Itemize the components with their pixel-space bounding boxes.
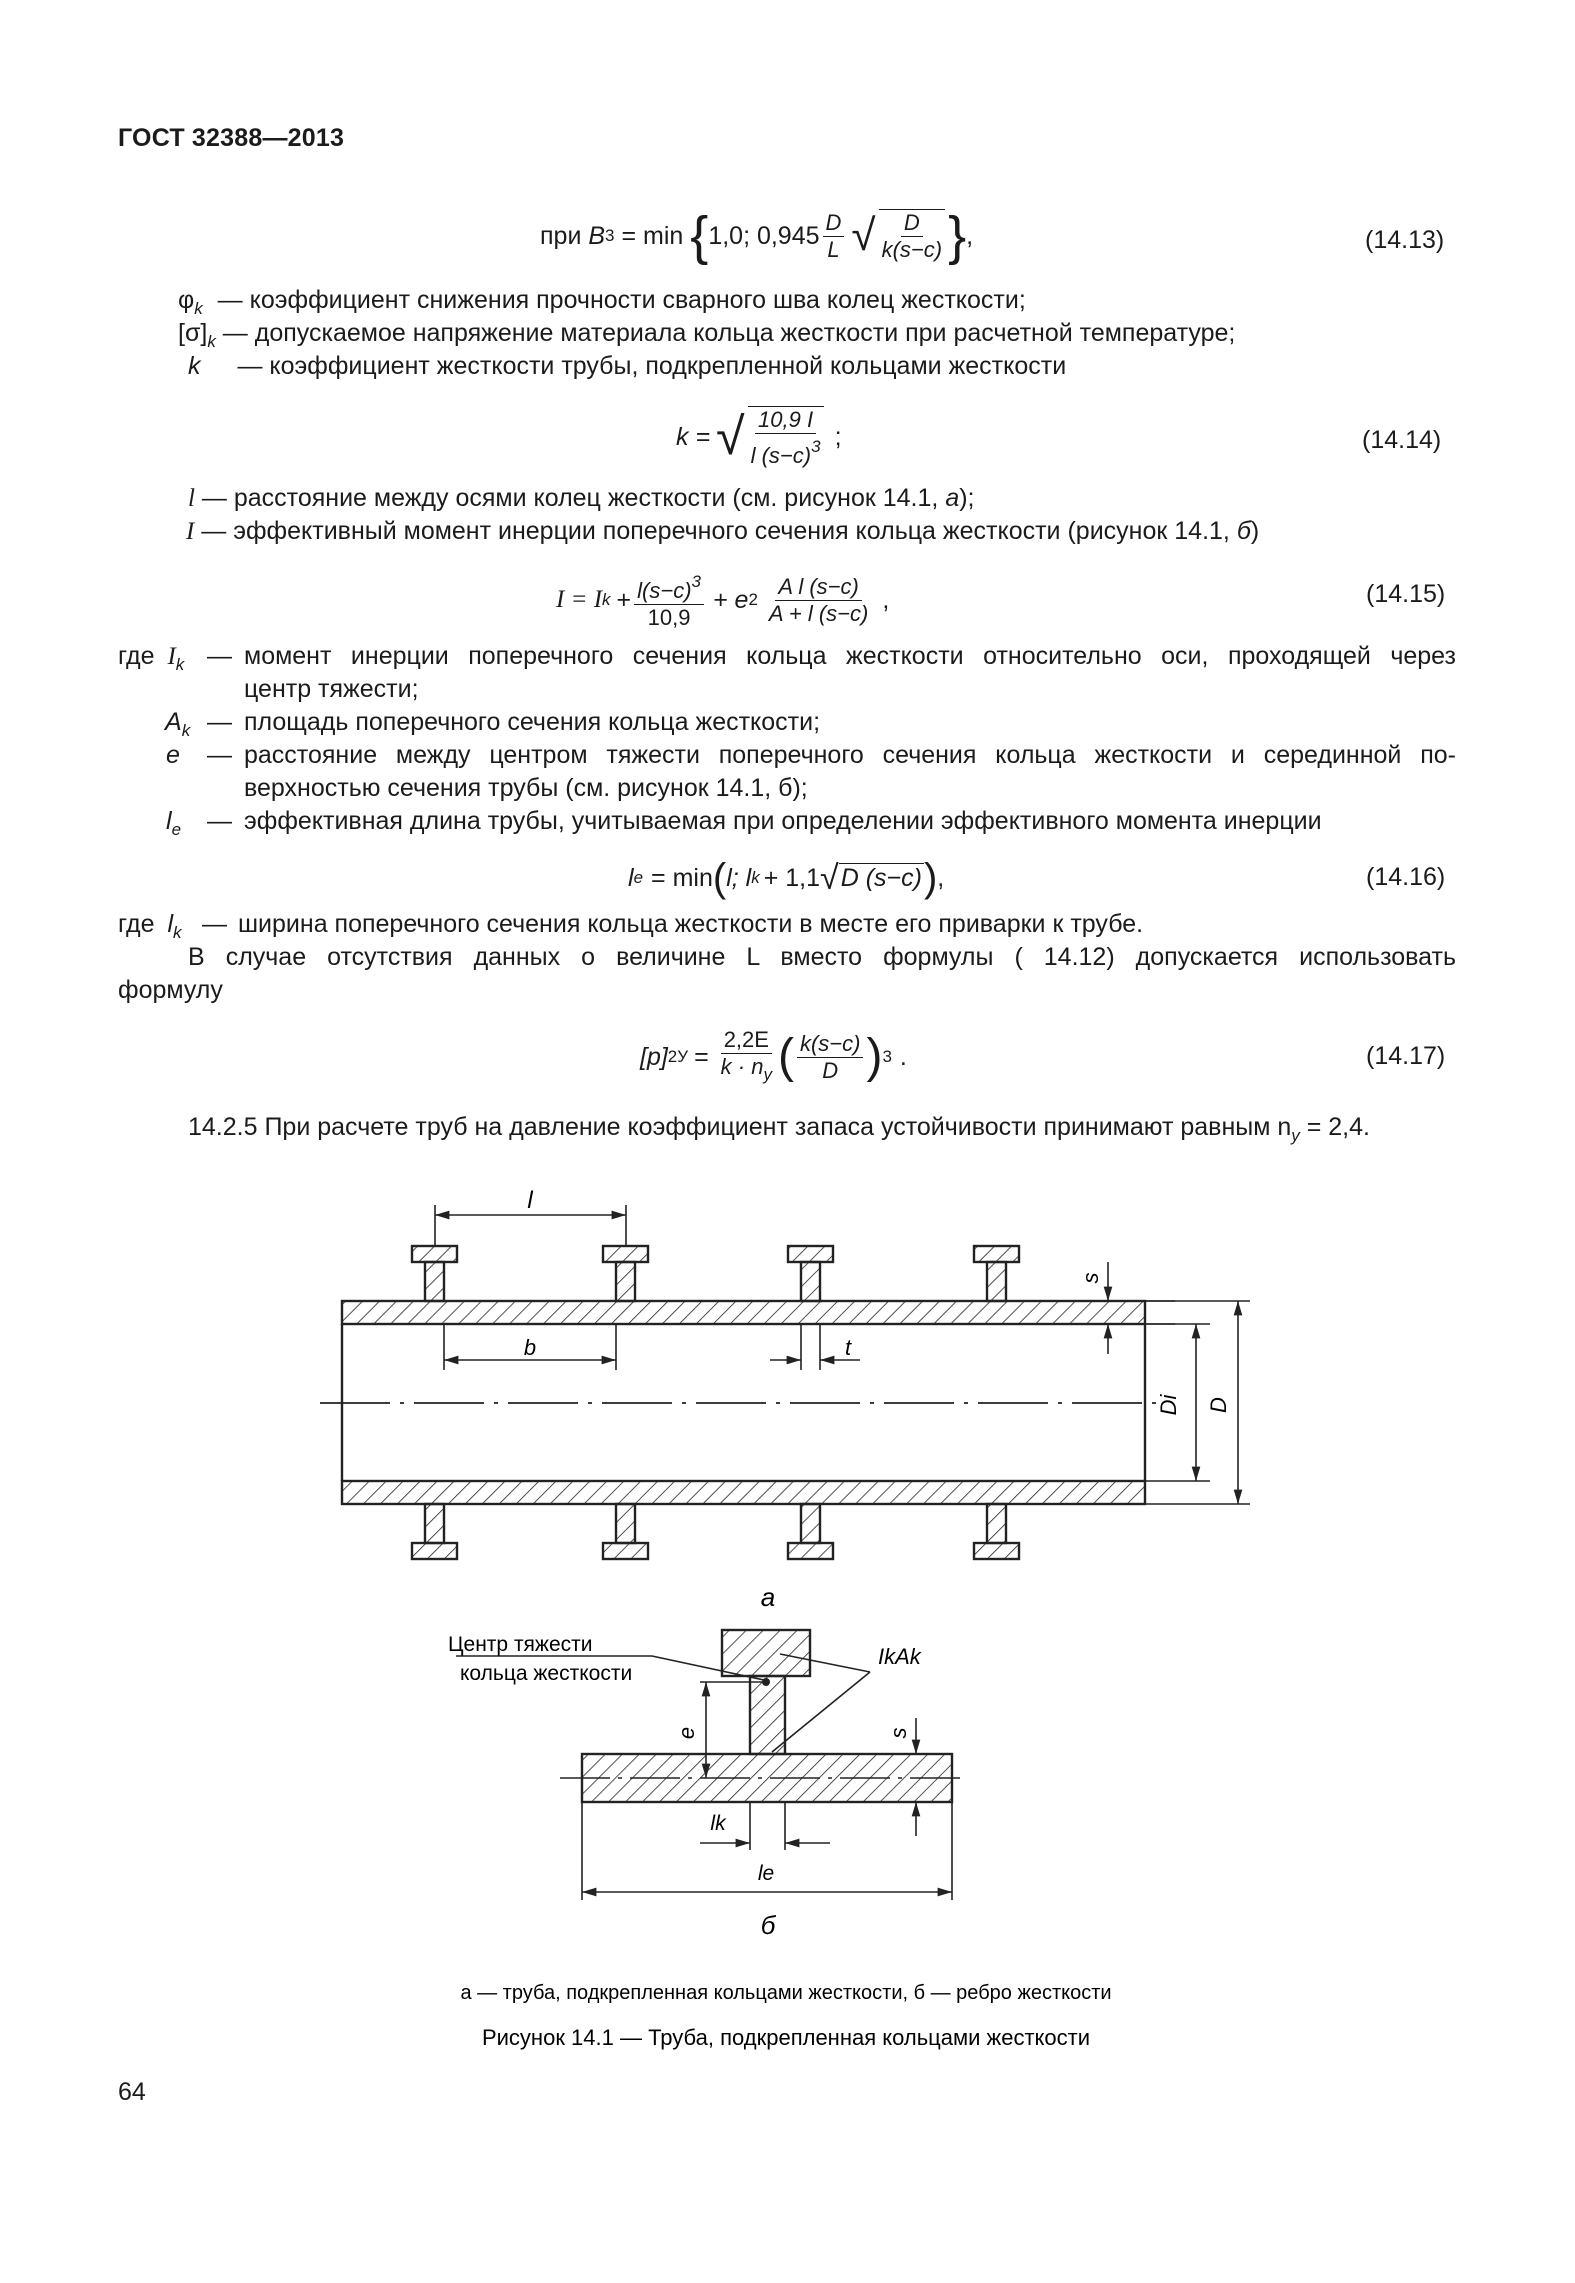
eq15-f2-num: A l (s−c) bbox=[775, 574, 861, 601]
eq16-lhs-sub: e bbox=[633, 868, 644, 887]
def-I-end: ) bbox=[1250, 517, 1260, 545]
stiffening-rings-top bbox=[412, 1246, 1019, 1301]
eq15-number: (14.15) bbox=[1366, 580, 1446, 608]
def-l-end: ); bbox=[959, 484, 975, 512]
def-l-sym: l bbox=[188, 485, 195, 512]
label-b: b bbox=[523, 1335, 537, 1360]
callout-text-line1: Центр тяжести bbox=[448, 1633, 593, 1656]
def-e-line1: расстояние между центром тяжести поперечного сечения кольца жесткости и серединной по- bbox=[244, 741, 1456, 769]
def-Ak-text: площадь поперечного сечения кольца жесткости; bbox=[244, 708, 821, 736]
eq13-sqrt-num: D bbox=[901, 210, 923, 237]
def-le-sub: e bbox=[171, 820, 182, 839]
figure-legend: а — труба, подкрепленная кольцами жесткости, б — ребро жесткости bbox=[460, 1982, 1112, 2004]
right-paren: ) bbox=[923, 856, 938, 900]
eq14-den-exp: 3 bbox=[811, 436, 821, 456]
def-I-text: — эффективный момент инерции поперечного сечения кольца жесткости (рисунок 14.1, bbox=[201, 517, 1237, 545]
paragraph-2-sub: у bbox=[1291, 1126, 1300, 1145]
eq14-lhs: k = bbox=[676, 422, 711, 451]
label-lk: lk bbox=[710, 1812, 726, 1835]
def-Ik-sub: k bbox=[175, 655, 185, 674]
def-le-sym: l bbox=[166, 807, 172, 835]
def-le-text: эффективная длина трубы, учитываемая при определении эффективного момента инерции bbox=[244, 807, 1322, 835]
sqrt-sign: √ bbox=[851, 211, 876, 260]
def-Ak-dash: — bbox=[207, 708, 232, 736]
eq17-f-den-sub: у bbox=[763, 1064, 772, 1084]
def-sigma-text: — допускаемое напряжение материала кольца жесткости при расчетной температуре; bbox=[222, 319, 1236, 347]
eq15-tail: , bbox=[882, 585, 890, 614]
right-brace: } bbox=[948, 206, 967, 266]
paragraph-1-line1: В случае отсутствия данных о величине L вместо формулы ( 14.12) допускается использовать bbox=[188, 943, 1456, 971]
eq16-arg-tail: + 1,1 bbox=[763, 863, 821, 892]
def-Ik-line2: центр тяжести; bbox=[244, 675, 419, 703]
label-le: le bbox=[757, 1862, 775, 1885]
pipe-top-wall bbox=[342, 1301, 1145, 1324]
eq16-sqrt: D (s−c) bbox=[840, 864, 922, 892]
eq15-f1-num-exp: 3 bbox=[691, 572, 701, 591]
def-lk-text: ширина поперечного сечения кольца жесткости в месте его приварки к трубе. bbox=[238, 910, 1144, 938]
eq15-lhs-sub: k bbox=[602, 590, 611, 609]
label-IkAk: IkAk bbox=[878, 1644, 921, 1669]
def-lk-sub: k bbox=[173, 923, 182, 942]
rib-web bbox=[750, 1676, 785, 1754]
def-le-dash: — bbox=[207, 807, 232, 835]
def-phi-sub: k bbox=[194, 299, 203, 318]
eq17-exp: 3 bbox=[882, 1047, 892, 1066]
label-e: e bbox=[674, 1726, 699, 1740]
right-paren: ) bbox=[866, 1030, 883, 1083]
def-e-line2: верхностью сечения трубы (см. рисунок 14.1, б); bbox=[244, 774, 808, 802]
def-phi-sym: φ bbox=[178, 286, 195, 314]
def-Ak-sub: k bbox=[181, 721, 191, 740]
def-k-sym: k bbox=[188, 352, 201, 380]
eq13-body: = min bbox=[621, 221, 684, 250]
subfigure-a-label: а bbox=[760, 1582, 776, 1612]
dim-le bbox=[582, 1802, 952, 1900]
eq15-lhs: I = I bbox=[556, 586, 603, 613]
label-s-rib: s bbox=[886, 1727, 911, 1739]
eq13-frac-num: D bbox=[823, 210, 845, 237]
def-Ak-sym: A bbox=[165, 708, 182, 736]
eq17-f-den: k · n bbox=[720, 1053, 764, 1079]
label-s: s bbox=[1078, 1272, 1103, 1284]
eq13-frac-den: L bbox=[827, 236, 840, 262]
eq15-e-exp: 2 bbox=[748, 590, 758, 609]
label-Di: Di bbox=[1156, 1394, 1181, 1416]
def-lk-sym: l bbox=[167, 910, 174, 938]
callout-text-line2: кольца жесткости bbox=[460, 1662, 633, 1685]
sqrt-sign: √ bbox=[820, 858, 839, 897]
def-Ik-where-word: где bbox=[118, 642, 155, 670]
def-e-sym: e bbox=[166, 741, 180, 769]
eq14-number: (14.14) bbox=[1362, 426, 1442, 454]
eq13-sqrt-den: k(s−c) bbox=[881, 237, 943, 262]
eq14-den: l (s−c) bbox=[750, 442, 812, 468]
eq17-number: (14.17) bbox=[1366, 1042, 1446, 1070]
left-paren: ( bbox=[777, 1030, 794, 1083]
def-I-ref: б bbox=[1236, 517, 1251, 545]
label-D: D bbox=[1206, 1397, 1231, 1413]
left-paren: ( bbox=[712, 856, 727, 900]
def-l-text: — расстояние между осями колец жесткости (см. рисунок 14.1, bbox=[201, 484, 946, 512]
paragraph-1-line2: формулу bbox=[118, 976, 223, 1004]
def-Ik-sym: I bbox=[167, 643, 176, 670]
eq14-num: 10,9 I bbox=[755, 407, 816, 434]
eq14-tail: ; bbox=[834, 422, 842, 451]
def-Ik-line1: момент инерции поперечного сечения кольца жесткости относительно оси, проходящей через bbox=[244, 642, 1456, 670]
eq13-content-a: 1,0; 0,945 bbox=[708, 221, 820, 250]
stiffening-rings-bottom bbox=[412, 1504, 1019, 1559]
page-number: 64 bbox=[118, 2078, 146, 2106]
eq13-number: (14.13) bbox=[1365, 226, 1445, 254]
def-lk-dash: — bbox=[202, 910, 227, 938]
def-k-text: — коэффициент жесткости трубы, подкрепленной кольцами жесткости bbox=[237, 352, 1067, 380]
subfigure-b-label: б bbox=[760, 1910, 776, 1940]
def-l-ref: а bbox=[945, 484, 960, 512]
eq16-arg-sub: k bbox=[751, 868, 760, 887]
left-brace: { bbox=[690, 206, 709, 266]
eq16-body: = min bbox=[651, 863, 713, 892]
eq15-f2-den: A + l (s−c) bbox=[768, 600, 869, 626]
def-sigma-sym: [σ] bbox=[178, 319, 208, 347]
def-phi-text: — коэффициент снижения прочности сварного шва колец жесткости; bbox=[217, 286, 1026, 314]
def-lk-where-word: где bbox=[118, 910, 155, 938]
label-l: l bbox=[527, 1187, 533, 1214]
eq13-tail: , bbox=[966, 221, 974, 250]
def-sigma-sub: k bbox=[207, 332, 216, 351]
pipe-bottom-wall bbox=[342, 1481, 1145, 1504]
def-Ik-dash: — bbox=[207, 642, 232, 670]
def-e-dash: — bbox=[207, 741, 232, 769]
label-t: t bbox=[844, 1335, 852, 1360]
eq17-tail: . bbox=[899, 1042, 907, 1071]
eq16-tail: , bbox=[937, 863, 945, 892]
paragraph-2-end: = 2,4. bbox=[1306, 1113, 1370, 1141]
eq13-sub: 3 bbox=[605, 226, 615, 245]
eq17-f-num: 2,2E bbox=[721, 1027, 772, 1054]
figure-caption: Рисунок 14.1 — Труба, подкрепленная кольцами жесткости bbox=[481, 2025, 1091, 2050]
eq16-lhs: l bbox=[628, 863, 634, 892]
eq13-var: B bbox=[588, 221, 606, 250]
eq17-lhs-sub: 2У bbox=[667, 1047, 689, 1066]
def-I-sym: I bbox=[186, 518, 195, 545]
eq15-f1-den: 10,9 bbox=[647, 605, 691, 630]
paragraph-2-text: 14.2.5 При расчете труб на давление коэффициент запаса устойчивости принимают равным n bbox=[188, 1113, 1292, 1141]
eq17-lhs: [p] bbox=[640, 1042, 668, 1071]
eq16-arg: l; l bbox=[726, 863, 752, 892]
eq17-eq: = bbox=[694, 1042, 709, 1071]
eq15-f1-num: l(s−c) bbox=[637, 578, 692, 603]
document-header: ГОСТ 32388—2013 bbox=[118, 124, 345, 152]
rib-flange bbox=[722, 1630, 810, 1676]
eq16-number: (14.16) bbox=[1366, 863, 1446, 891]
eq13-prefix: при bbox=[540, 221, 582, 250]
eq17-p-num: k(s−c) bbox=[797, 1031, 864, 1058]
sqrt-sign: √ bbox=[716, 408, 745, 466]
eq17-p-den: D bbox=[822, 1057, 839, 1083]
eq15-plus1: + bbox=[616, 585, 632, 614]
eq15-plus2: + e bbox=[713, 585, 749, 614]
